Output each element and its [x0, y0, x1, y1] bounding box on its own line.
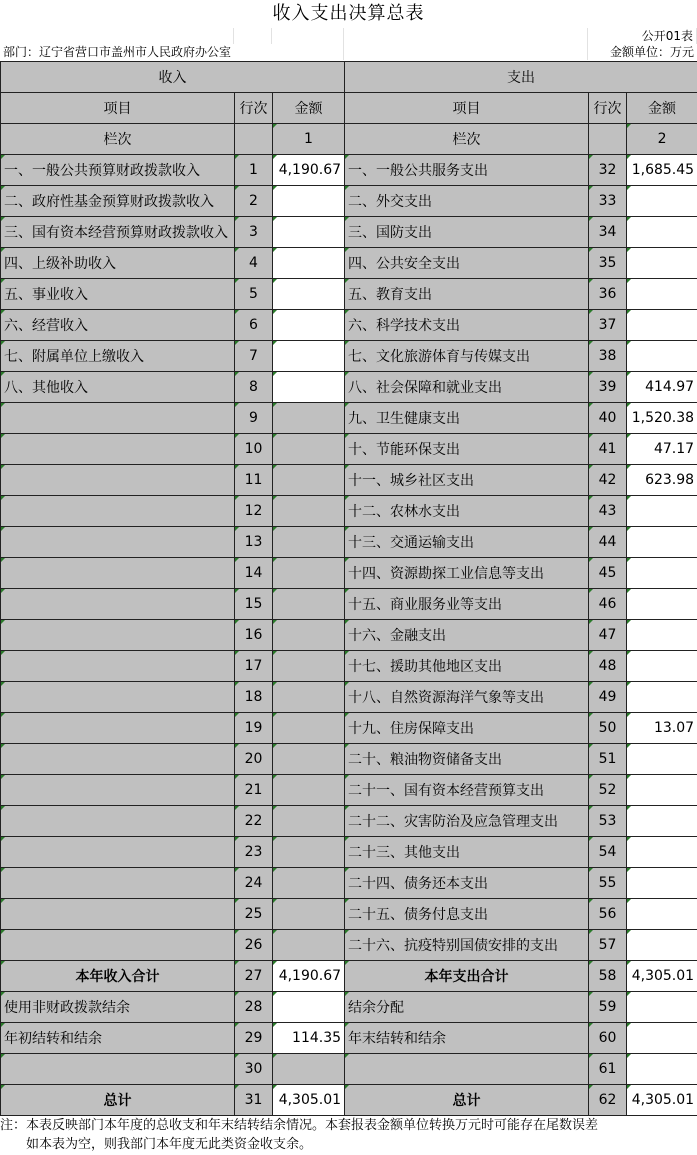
expense-item: 十六、金融支出 [345, 620, 589, 651]
income-amount: 114.35 [273, 1023, 345, 1054]
expense-header: 支出 [345, 62, 697, 93]
expense-row-number: 62 [589, 1085, 627, 1116]
expense-row-number: 40 [589, 403, 627, 434]
expense-amount [627, 558, 697, 589]
income-row-number: 19 [235, 713, 273, 744]
expense-amount [627, 1054, 697, 1085]
table-row [1, 775, 697, 806]
income-amount [273, 527, 345, 558]
expense-row-number: 45 [589, 558, 627, 589]
expense-row-number: 58 [589, 961, 627, 992]
expense-amount [627, 682, 697, 713]
expense-row-number: 53 [589, 806, 627, 837]
expense-row-number: 32 [589, 155, 627, 186]
expense-amount [627, 775, 697, 806]
income-row-number: 14 [235, 558, 273, 589]
income-amount [273, 930, 345, 961]
income-item: 五、事业收入 [1, 279, 235, 310]
income-item [1, 775, 235, 806]
expense-amount [627, 496, 697, 527]
table-row [1, 713, 697, 744]
income-row-number: 25 [235, 899, 273, 930]
income-item: 三、国有资本经营预算财政拨款收入 [1, 217, 235, 248]
expense-column-number: 2 [627, 124, 697, 155]
income-row-number: 21 [235, 775, 273, 806]
department-label: 部门：辽宁省营口市盖州市人民政府办公室 [3, 45, 232, 59]
expense-item: 十八、自然资源海洋气象等支出 [345, 682, 589, 713]
income-item [1, 868, 235, 899]
income-item: 年初结转和结余 [1, 1023, 235, 1054]
income-item [1, 744, 235, 775]
income-item [1, 651, 235, 682]
form-code: 公开01表 [588, 28, 697, 44]
income-amount [273, 868, 345, 899]
table-row [1, 217, 697, 248]
expense-item: 二、外交支出 [345, 186, 589, 217]
expense-item: 九、卫生健康支出 [345, 403, 589, 434]
income-item: 总计 [1, 1085, 235, 1116]
income-amount [273, 186, 345, 217]
expense-row-number: 44 [589, 527, 627, 558]
income-amount [273, 558, 345, 589]
income-item-header: 项目 [1, 93, 235, 124]
income-item: 四、上级补助收入 [1, 248, 235, 279]
table-row [1, 930, 697, 961]
expense-amount [627, 868, 697, 899]
expense-item: 十七、援助其他地区支出 [345, 651, 589, 682]
income-row-number: 4 [235, 248, 273, 279]
income-row-number: 24 [235, 868, 273, 899]
table-row [1, 1023, 697, 1054]
income-amount: 4,190.67 [273, 961, 345, 992]
expense-item: 十九、住房保障支出 [345, 713, 589, 744]
table-row [1, 837, 697, 868]
income-row-number: 27 [235, 961, 273, 992]
expense-item: 年末结转和结余 [345, 1023, 589, 1054]
table-row [1, 279, 697, 310]
table-row [1, 434, 697, 465]
income-item [1, 589, 235, 620]
table-row [1, 744, 697, 775]
expense-item: 十一、城乡社区支出 [345, 465, 589, 496]
income-item: 一、一般公共预算财政拨款收入 [1, 155, 235, 186]
expense-row-number: 59 [589, 992, 627, 1023]
expense-row-number: 43 [589, 496, 627, 527]
income-row-number: 8 [235, 372, 273, 403]
expense-row-number: 42 [589, 465, 627, 496]
expense-amount: 1,520.38 [627, 403, 697, 434]
expense-amount [627, 930, 697, 961]
income-item [1, 713, 235, 744]
expense-amount [627, 806, 697, 837]
expense-row-number: 49 [589, 682, 627, 713]
income-item: 使用非财政拨款结余 [1, 992, 235, 1023]
table-row [1, 310, 697, 341]
income-row-number: 3 [235, 217, 273, 248]
grand-total-row [1, 1085, 697, 1116]
income-item [1, 465, 235, 496]
income-column-number: 1 [273, 124, 345, 155]
table-row [1, 682, 697, 713]
table-row [1, 465, 697, 496]
income-row-number: 26 [235, 930, 273, 961]
income-row-number: 12 [235, 496, 273, 527]
expense-row-number: 37 [589, 310, 627, 341]
expense-amount [627, 899, 697, 930]
expense-item: 七、文化旅游体育与传媒支出 [345, 341, 589, 372]
income-row-number: 10 [235, 434, 273, 465]
income-item [1, 930, 235, 961]
income-amount [273, 837, 345, 868]
expense-row-number: 41 [589, 434, 627, 465]
department-row [0, 44, 697, 60]
income-row-number: 20 [235, 744, 273, 775]
table-row [1, 496, 697, 527]
expense-amount: 1,685.45 [627, 155, 697, 186]
income-amount [273, 310, 345, 341]
expense-item: 结余分配 [345, 992, 589, 1023]
table-row [1, 186, 697, 217]
expense-row-number: 33 [589, 186, 627, 217]
footnote-line-2: 如本表为空，则我部门本年度无此类资金收支余。 [26, 1137, 313, 1152]
expense-row-number: 61 [589, 1054, 627, 1085]
table-row [1, 868, 697, 899]
income-row-number: 28 [235, 992, 273, 1023]
expense-item: 六、科学技术支出 [345, 310, 589, 341]
expense-item-header: 项目 [345, 93, 589, 124]
form-code-row [0, 28, 697, 44]
expense-item: 二十四、债务还本支出 [345, 868, 589, 899]
income-amount [273, 713, 345, 744]
income-row-number: 5 [235, 279, 273, 310]
expense-amount [627, 527, 697, 558]
income-row-number: 6 [235, 310, 273, 341]
income-amount [273, 1054, 345, 1085]
income-column-label: 栏次 [1, 124, 235, 155]
income-amount [273, 434, 345, 465]
income-amount [273, 496, 345, 527]
income-item: 二、政府性基金预算财政拨款收入 [1, 186, 235, 217]
expense-item: 十五、商业服务业等支出 [345, 589, 589, 620]
income-item [1, 527, 235, 558]
expense-item: 本年支出合计 [345, 961, 589, 992]
expense-row-number: 50 [589, 713, 627, 744]
income-row-number: 30 [235, 1054, 273, 1085]
expense-item: 四、公共安全支出 [345, 248, 589, 279]
table-row [1, 248, 697, 279]
expense-item: 二十五、债务付息支出 [345, 899, 589, 930]
expense-item: 总计 [345, 1085, 589, 1116]
expense-row-number: 38 [589, 341, 627, 372]
expense-row-number: 54 [589, 837, 627, 868]
table-row [1, 899, 697, 930]
income-item [1, 806, 235, 837]
income-item [1, 403, 235, 434]
expense-row-number: 56 [589, 899, 627, 930]
expense-amount [627, 1023, 697, 1054]
income-row-number: 13 [235, 527, 273, 558]
income-item [1, 434, 235, 465]
expense-item: 五、教育支出 [345, 279, 589, 310]
income-row-number: 22 [235, 806, 273, 837]
income-amount [273, 341, 345, 372]
table-row [1, 651, 697, 682]
income-item [1, 558, 235, 589]
expense-amount [627, 744, 697, 775]
income-amount [273, 806, 345, 837]
expense-amount [627, 651, 697, 682]
income-row-number: 1 [235, 155, 273, 186]
expense-item [345, 1054, 589, 1085]
expense-row-number: 48 [589, 651, 627, 682]
expense-rowno-header: 行次 [589, 93, 627, 124]
expense-amount: 623.98 [627, 465, 697, 496]
expense-item: 二十六、抗疫特别国债安排的支出 [345, 930, 589, 961]
expense-item: 十、节能环保支出 [345, 434, 589, 465]
expense-amount [627, 620, 697, 651]
expense-row-number: 55 [589, 868, 627, 899]
income-header: 收入 [1, 62, 345, 93]
income-item [1, 620, 235, 651]
expense-amount [627, 589, 697, 620]
income-amount [273, 775, 345, 806]
income-expense-table [0, 61, 697, 1116]
expense-item: 二十、粮油物资储备支出 [345, 744, 589, 775]
income-row-number: 18 [235, 682, 273, 713]
table-row [1, 341, 697, 372]
income-row-number: 16 [235, 620, 273, 651]
income-amount [273, 372, 345, 403]
income-rowno-header: 行次 [235, 93, 273, 124]
table-row [1, 155, 697, 186]
income-row-number: 7 [235, 341, 273, 372]
income-amount [273, 682, 345, 713]
table-row [1, 527, 697, 558]
income-amount: 4,190.67 [273, 155, 345, 186]
expense-amount [627, 217, 697, 248]
income-amount [273, 465, 345, 496]
expense-amount: 414.97 [627, 372, 697, 403]
expense-item: 三、国防支出 [345, 217, 589, 248]
expense-item: 十四、资源勘探工业信息等支出 [345, 558, 589, 589]
expense-row-number: 51 [589, 744, 627, 775]
income-amount-header: 金额 [273, 93, 345, 124]
expense-row-number: 52 [589, 775, 627, 806]
expense-row-number: 47 [589, 620, 627, 651]
year-total-row [1, 961, 697, 992]
expense-item: 一、一般公共服务支出 [345, 155, 589, 186]
table-row [1, 558, 697, 589]
page-title: 收入支出决算总表 [272, 3, 425, 24]
expense-item: 二十三、其他支出 [345, 837, 589, 868]
expense-amount [627, 186, 697, 217]
income-amount [273, 744, 345, 775]
income-amount: 4,305.01 [273, 1085, 345, 1116]
expense-row-number: 34 [589, 217, 627, 248]
expense-row-number: 46 [589, 589, 627, 620]
income-item [1, 899, 235, 930]
expense-item: 二十二、灾害防治及应急管理支出 [345, 806, 589, 837]
income-row-number: 17 [235, 651, 273, 682]
income-row-number: 29 [235, 1023, 273, 1054]
income-row-number: 9 [235, 403, 273, 434]
income-row-number: 2 [235, 186, 273, 217]
expense-amount: 4,305.01 [627, 961, 697, 992]
footnote-line-1: 注：本表反映部门本年度的总收支和年末结转结余情况。本套报表金额单位转换万元时可能存在尾数误差 [0, 1118, 599, 1133]
income-item [1, 837, 235, 868]
expense-amount [627, 279, 697, 310]
expense-amount: 4,305.01 [627, 1085, 697, 1116]
footnote [0, 1116, 697, 1154]
expense-row-number: 36 [589, 279, 627, 310]
income-amount [273, 651, 345, 682]
income-amount [273, 992, 345, 1023]
table-row [1, 806, 697, 837]
expense-amount-header: 金额 [627, 93, 697, 124]
income-amount [273, 589, 345, 620]
expense-item: 二十一、国有资本经营预算支出 [345, 775, 589, 806]
expense-amount [627, 341, 697, 372]
table-row [1, 403, 697, 434]
income-amount [273, 217, 345, 248]
expense-amount: 13.07 [627, 713, 697, 744]
income-row-number: 31 [235, 1085, 273, 1116]
income-row-number: 11 [235, 465, 273, 496]
income-item: 本年收入合计 [1, 961, 235, 992]
expense-amount [627, 992, 697, 1023]
expense-amount [627, 310, 697, 341]
table-row [1, 992, 697, 1023]
income-item [1, 1054, 235, 1085]
expense-amount [627, 837, 697, 868]
expense-column-label: 栏次 [345, 124, 589, 155]
income-item: 八、其他收入 [1, 372, 235, 403]
expense-item: 八、社会保障和就业支出 [345, 372, 589, 403]
income-item: 六、经营收入 [1, 310, 235, 341]
income-row-number: 23 [235, 837, 273, 868]
table-row [1, 1054, 697, 1085]
unit-label: 金额单位：万元 [609, 45, 694, 59]
income-amount [273, 899, 345, 930]
income-amount [273, 620, 345, 651]
table-row [1, 620, 697, 651]
income-item [1, 496, 235, 527]
income-amount [273, 403, 345, 434]
income-item: 七、附属单位上缴收入 [1, 341, 235, 372]
expense-row-number: 57 [589, 930, 627, 961]
income-row-number: 15 [235, 589, 273, 620]
expense-amount: 47.17 [627, 434, 697, 465]
expense-item: 十三、交通运输支出 [345, 527, 589, 558]
income-amount [273, 279, 345, 310]
expense-row-number: 35 [589, 248, 627, 279]
expense-amount [627, 248, 697, 279]
expense-row-number: 60 [589, 1023, 627, 1054]
expense-row-number: 39 [589, 372, 627, 403]
income-item [1, 682, 235, 713]
expense-item: 十二、农林水支出 [345, 496, 589, 527]
table-row [1, 372, 697, 403]
table-row [1, 589, 697, 620]
income-amount [273, 248, 345, 279]
